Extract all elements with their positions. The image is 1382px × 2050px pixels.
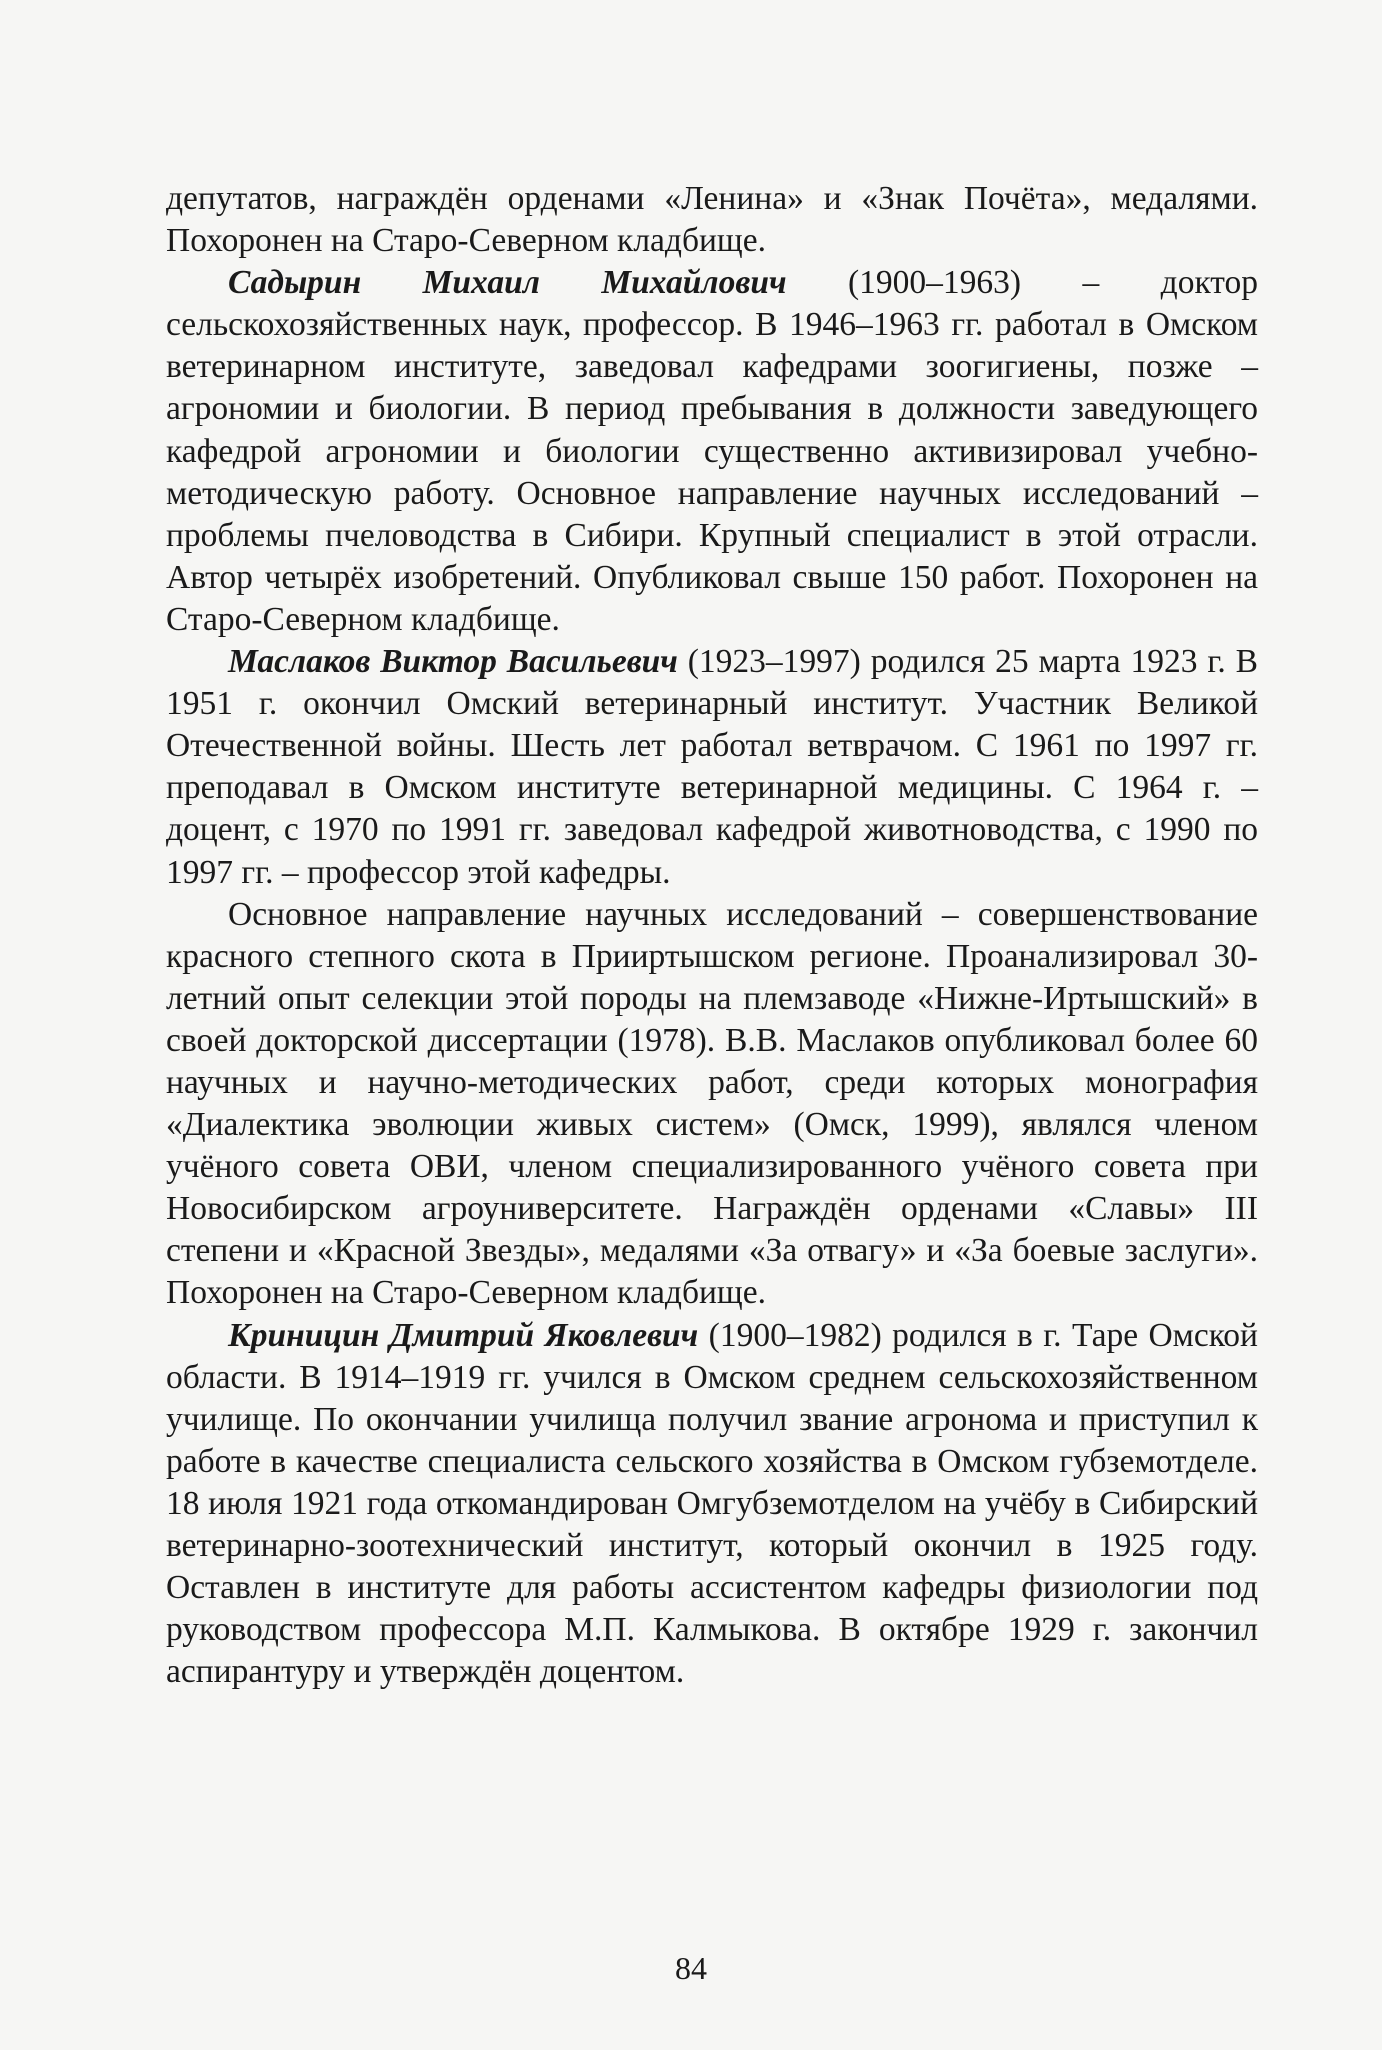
- paragraph-krinitsin: [166, 1315, 1258, 1694]
- paragraph-maslakov: [166, 641, 1258, 894]
- paragraph-maslakov-research: [166, 894, 1258, 1315]
- page-number: 84: [675, 1950, 707, 1986]
- person-name: Криницин Дмитрий Яковлевич: [228, 1316, 699, 1354]
- paragraph-continuation: [166, 178, 1258, 262]
- body-text: [166, 178, 1258, 1693]
- paragraph-text: (1923–1997) родился 25 марта 1923 г. В 1951 г. окончил Омский ветеринарный институт. Участник Великой Отечественной войны. Шесть лет работал ветврачом. С 1961 по 1997 гг. преподавал в Омском институте ветеринарной медицины. С 1964 г. – доцент, с 1970 по 1991 гг. заведовал кафедрой животноводства, с 1990 по 1997 гг. – профессор этой кафедры.: [166, 643, 1258, 891]
- paragraph-sadyrin: [166, 262, 1258, 641]
- paragraph-text: депутатов, награждён орденами «Ленина» и «Знак Почёта», медалями. Похоронен на Старо-Северном кладбище.: [166, 180, 1258, 260]
- paragraph-text: (1900–1963) – доктор сельскохозяйственных наук, профессор. В 1946–1963 гг. работал в Омском ветеринарном институте, заведовал кафедрами зоогигиены, позже – агрономии и биологии. В период пребывания в должности заведующего кафедрой агрономии и биологии существенно активизировал учебно-методическую работу. Основное направление научных исследований – проблемы пчеловодства в Сибири. Крупный специалист в этой отрасли. Автор четырёх изобретений. Опубликовал свыше 150 работ. Похоронен на Старо-Северном кладбище.: [166, 264, 1258, 638]
- person-name: Маслаков Виктор Васильевич: [228, 643, 678, 681]
- person-name: Садырин Михаил Михайлович: [228, 264, 787, 302]
- paragraph-text: (1900–1982) родился в г. Таре Омской области. В 1914–1919 гг. учился в Омском среднем сельскохозяйственном училище. По окончании училища получил звание агронома и приступил к работе в качестве специалиста сельского хозяйства в Омском губземотделе. 18 июля 1921 года откомандирован Омгубземотделом на учёбу в Сибирский ветеринарно-зоотехнический институт, который окончил в 1925 году. Оставлен в институте для работы ассистентом кафедры физиологии под руководством профессора М.П. Калмыкова. В октябре 1929 г. закончил аспирантуру и утверждён доцентом.: [166, 1316, 1258, 1691]
- paragraph-text: Основное направление научных исследований – совершенствование красного степного скота в Прииртышском регионе. Проанализировал 30-летний опыт селекции этой породы на племзаводе «Нижне-Иртышский» в своей докторской диссертации (1978). В.В. Маслаков опубликовал более 60 научных и научно-методических работ, среди которых монография «Диалектика эволюции живых систем» (Омск, 1999), являлся членом учёного совета ОВИ, членом специализированного учёного совета при Новосибирском агроуниверситете. Награждён орденами «Славы» III степени и «Красной Звезды», медалями «За отвагу» и «За боевые заслуги». Похоронен на Старо-Северном кладбище.: [166, 895, 1258, 1312]
